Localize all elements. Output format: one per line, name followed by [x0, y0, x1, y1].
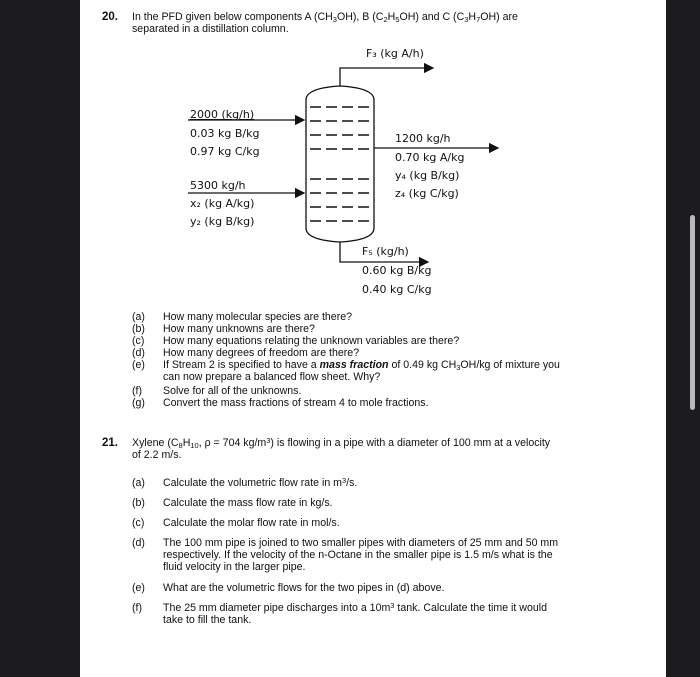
q21-line2: of 2.2 m/s. — [132, 449, 182, 461]
q20-number: 20. — [102, 11, 118, 23]
q21-part-d-line2: respectively. If the velocity of the n-Octane in the smaller pipe is 1.5 m/s what is the — [163, 549, 553, 561]
side-flow: 1200 kg/h — [395, 132, 451, 145]
q21-part-f-label: (f) — [132, 602, 142, 614]
q20-part-b-label: (b) — [132, 323, 145, 335]
side-y: y₄ (kg B/kg) — [395, 169, 460, 182]
feed2-x: x₂ (kg A/kg) — [190, 197, 255, 210]
q20-part-g-label: (g) — [132, 397, 145, 409]
q21-part-f-line2: take to fill the tank. — [163, 614, 252, 626]
q21-part-c-text: Calculate the molar flow rate in mol/s. — [163, 517, 340, 529]
feed1-flow: 2000 (kg/h) — [190, 108, 255, 121]
q21-part-c-label: (c) — [132, 517, 145, 529]
q20-line2: separated in a distillation column. — [132, 23, 289, 35]
top-stream-arrow — [340, 68, 433, 86]
q21-part-d-line1: The 100 mm pipe is joined to two smaller pipes with diameters of 25 mm and 50 mm — [163, 537, 559, 549]
q21-part-e-label: (e) — [132, 582, 145, 594]
q20-part-a-text: How many molecular species are there? — [163, 311, 353, 323]
feed1-b: 0.03 kg B/kg — [190, 127, 260, 140]
q21-part-a-label: (a) — [132, 477, 145, 489]
q21-part-a-text: Calculate the volumetric flow rate in $m^3/s$. — [163, 476, 358, 489]
q21-part-b-label: (b) — [132, 497, 145, 509]
q21-number: 21. — [102, 437, 118, 449]
q20-part-g-text: Convert the mass fractions of stream 4 to mole fractions. — [163, 397, 429, 409]
feed2-y: y₂ (kg B/kg) — [190, 215, 255, 228]
q20-part-b-text: How many unknowns are there? — [163, 323, 315, 335]
q20-part-f-text: Solve for all of the unknowns. — [163, 385, 302, 397]
q21-part-d-label: (d) — [132, 537, 145, 549]
q20-part-e-text-line2: can now prepare a balanced flow sheet. Why? — [163, 371, 381, 383]
distillation-column — [306, 86, 374, 242]
q21-part-e-text: What are the volumetric flows for the two pipes in (d) above. — [163, 582, 445, 594]
q21-part-d-line3: fluid velocity in the larger pipe. — [163, 561, 306, 573]
document-page — [80, 0, 666, 677]
column-trays — [310, 107, 372, 221]
q20-part-d-text: How many degrees of freedom are there? — [163, 347, 360, 359]
q20-part-d-label: (d) — [132, 347, 145, 359]
side-a: 0.70 kg A/kg — [395, 151, 465, 164]
bottom-flow: F₅ (kg/h) — [362, 245, 409, 258]
q21-part-f-text: The 25 mm diameter pipe discharges into a $10m^3$ tank. Calculate the time it would — [163, 601, 547, 614]
q20-part-a-label: (a) — [132, 311, 145, 323]
q21-part-b-text: Calculate the mass flow rate in kg/s. — [163, 497, 333, 509]
q21-line1: Xylene (C8H10, ρ = 704 $kg/m^3$) is flowing in a pipe with a diameter of 100 mm at a velocity — [132, 436, 551, 450]
q20-part-e-label: (e) — [132, 359, 145, 371]
vertical-scrollbar[interactable] — [690, 215, 695, 410]
q20-part-f-label: (f) — [132, 385, 142, 397]
bottom-c: 0.40 kg C/kg — [362, 283, 432, 296]
q20-part-e-text: If Stream 2 is specified to have a mass fraction of 0.49 kg CH3OH/kg of mixture you — [163, 359, 560, 372]
side-z: z₄ (kg C/kg) — [395, 187, 459, 200]
feed1-c: 0.97 kg C/kg — [190, 145, 260, 158]
q20-line1: In the PFD given below components A (CH3OH), B (C2H5OH) and C (C3H7OH) are — [132, 11, 518, 24]
feed2-flow: 5300 kg/h — [190, 179, 246, 192]
q20-part-c-label: (c) — [132, 335, 145, 347]
q20-part-c-text: How many equations relating the unknown variables are there? — [163, 335, 460, 347]
top-stream-label: F₃ (kg A/h) — [366, 47, 424, 60]
bottom-b: 0.60 kg B/kg — [362, 264, 432, 277]
